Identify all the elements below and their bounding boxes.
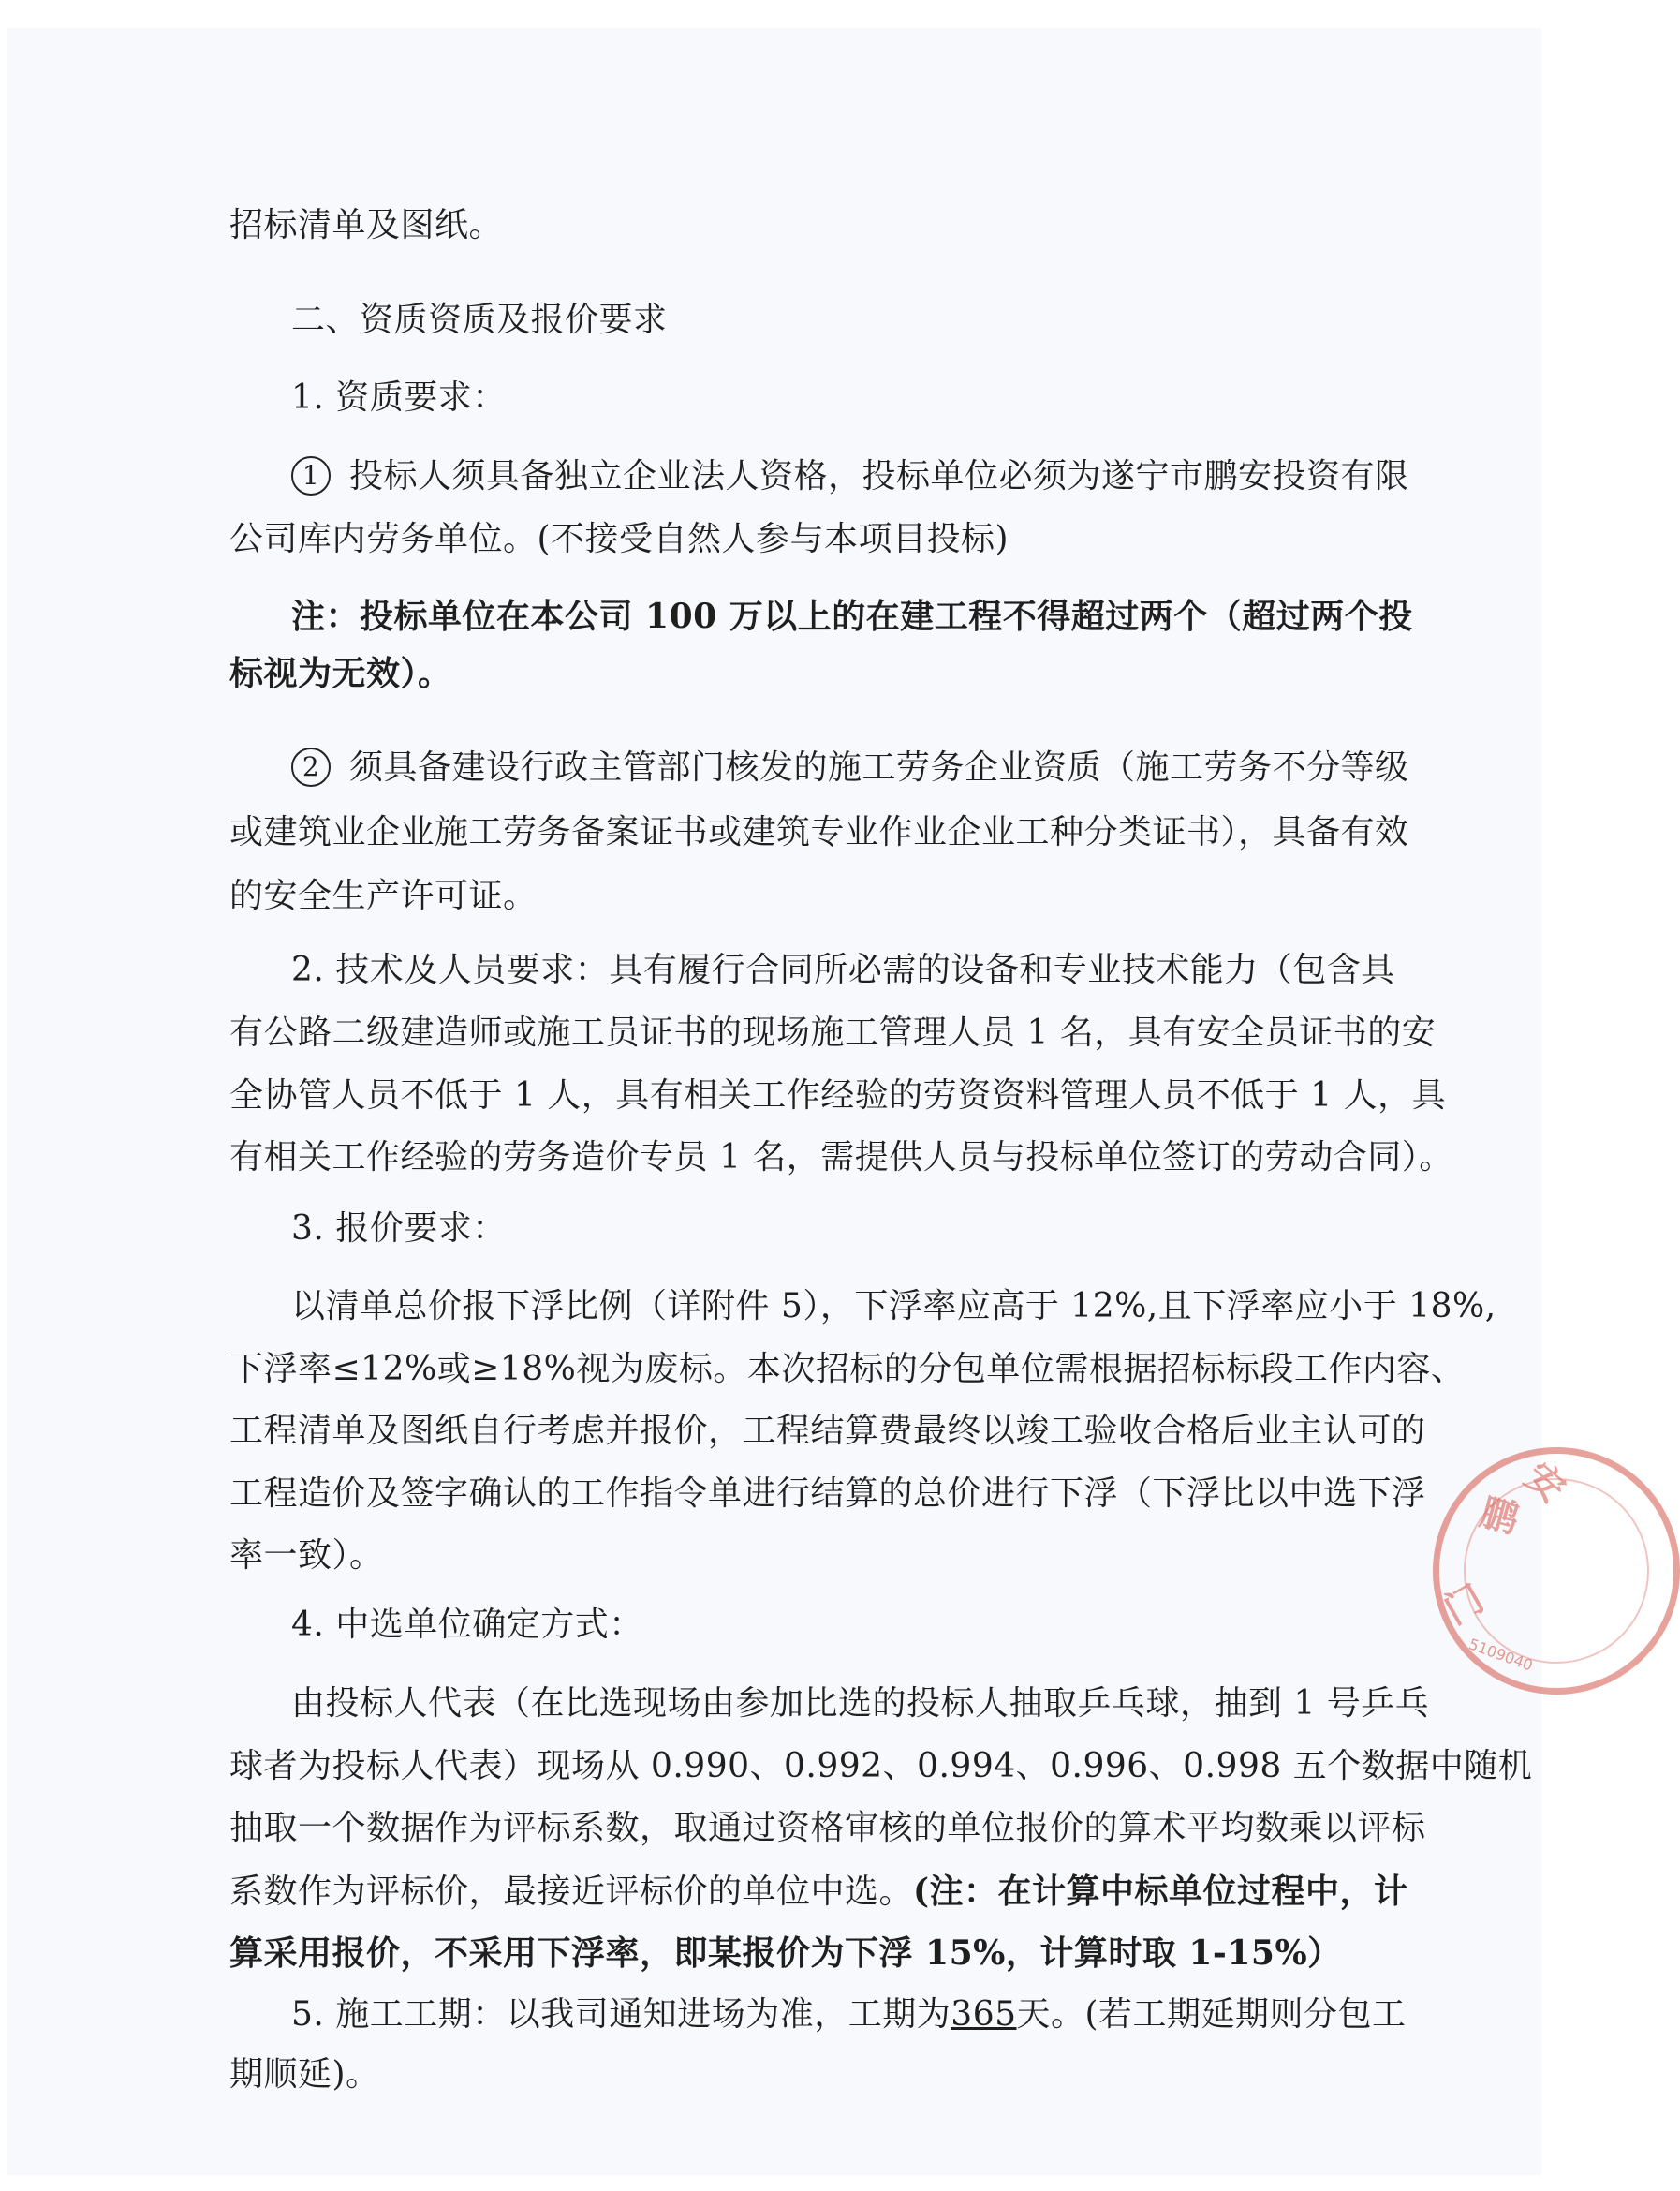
bold-note-line: 标视为无效）。 bbox=[229, 654, 452, 693]
text-line: 由投标人代表（在比选现场由参加比选的投标人抽取乒乓球，抽到 1 号乒乓 bbox=[291, 1684, 1430, 1723]
seal-char: 门 bbox=[1437, 1576, 1492, 1634]
text-line: 率一致）。 bbox=[229, 1536, 384, 1575]
company-seal bbox=[1433, 1447, 1680, 1695]
duration-value: 365 bbox=[951, 1995, 1017, 2034]
text-line: 球者为投标人代表）现场从 0.990、0.992、0.994、0.996、0.998 五个数据中随机 bbox=[229, 1747, 1533, 1785]
text-span: 须具备建设行政主管部门核发的施工劳务企业资质（施工劳务不分等级 bbox=[349, 748, 1409, 787]
subsection-heading: 4. 中选单位确定方式： bbox=[291, 1606, 643, 1644]
text-line: 2. 技术及人员要求：具有履行合同所必需的设备和专业技术能力（包含具 bbox=[291, 951, 1395, 989]
text-span: 系数作为评标价，最接近评标价的单位中选。 bbox=[229, 1873, 914, 1911]
text-line: 公司库内劳务单位。(不接受自然人参与本项目投标) bbox=[229, 520, 1009, 558]
subsection-heading: 3. 报价要求： bbox=[291, 1209, 507, 1248]
bold-note-line: 算采用报价，不采用下浮率，即某报价为下浮 15%，计算时取 1-15%） bbox=[229, 1933, 1342, 1973]
section-heading: 二、资质资质及报价要求 bbox=[291, 301, 668, 339]
bold-note-span: (注：在计算中标单位过程中，计 bbox=[913, 1872, 1408, 1911]
seal-char: 安 bbox=[1516, 1453, 1574, 1512]
text-line: 全协管人员不低于 1 人，具有相关工作经验的劳资资料管理人员不低于 1 人，具 bbox=[229, 1076, 1447, 1115]
circled-number-2: 2 bbox=[291, 748, 331, 787]
text-line: 招标清单及图纸。 bbox=[229, 206, 504, 244]
text-span: 天。(若工期延期则分包工 bbox=[1016, 1995, 1407, 2034]
text-line: 下浮率≤12%或≥18%视为废标。本次招标的分包单位需根据招标标段工作内容、 bbox=[229, 1350, 1466, 1388]
text-line: 工程造价及签字确认的工作指令单进行结算的总价进行下浮（下浮比以中选下浮 bbox=[229, 1474, 1426, 1513]
seal-char: 鹏 bbox=[1475, 1489, 1524, 1543]
text-line: 的安全生产许可证。 bbox=[229, 877, 538, 915]
text-line: 工程清单及图纸自行考虑并报价，工程结算费最终以竣工验收合格后业主认可的 bbox=[229, 1412, 1426, 1450]
text-span: 投标人须具备独立企业法人资格，投标单位必须为遂宁市鹏安投资有限 bbox=[349, 457, 1409, 496]
text-line bbox=[291, 737, 1409, 799]
text-line bbox=[291, 1984, 1407, 2046]
text-line: 有相关工作经验的劳务造价专员 1 名，需提供人员与投标单位签订的劳动合同）。 bbox=[229, 1138, 1453, 1177]
seal-code: 5109040 bbox=[1466, 1635, 1536, 1675]
text-line bbox=[229, 1860, 1408, 1923]
text-line bbox=[291, 446, 1409, 508]
text-line: 或建筑业企业施工劳务备案证书或建筑专业作业企业工种分类证书），具备有效 bbox=[229, 813, 1409, 851]
text-line: 以清单总价报下浮比例（详附件 5），下浮率应高于 12%,且下浮率应小于 18%, bbox=[291, 1287, 1496, 1325]
bold-note-line: 注：投标单位在本公司 100 万以上的在建工程不得超过两个（超过两个投 bbox=[291, 597, 1413, 636]
text-line: 抽取一个数据作为评标系数，取通过资格审核的单位报价的算术平均数乘以评标 bbox=[229, 1809, 1426, 1847]
circled-number-1: 1 bbox=[291, 456, 331, 496]
text-line: 期顺延)。 bbox=[229, 2055, 380, 2094]
text-line: 有公路二级建造师或施工员证书的现场施工管理人员 1 名，具有安全员证书的安 bbox=[229, 1014, 1437, 1052]
subsection-heading: 1. 资质要求： bbox=[291, 378, 507, 417]
text-span: 5. 施工工期：以我司通知进场为准，工期为 bbox=[291, 1995, 951, 2034]
